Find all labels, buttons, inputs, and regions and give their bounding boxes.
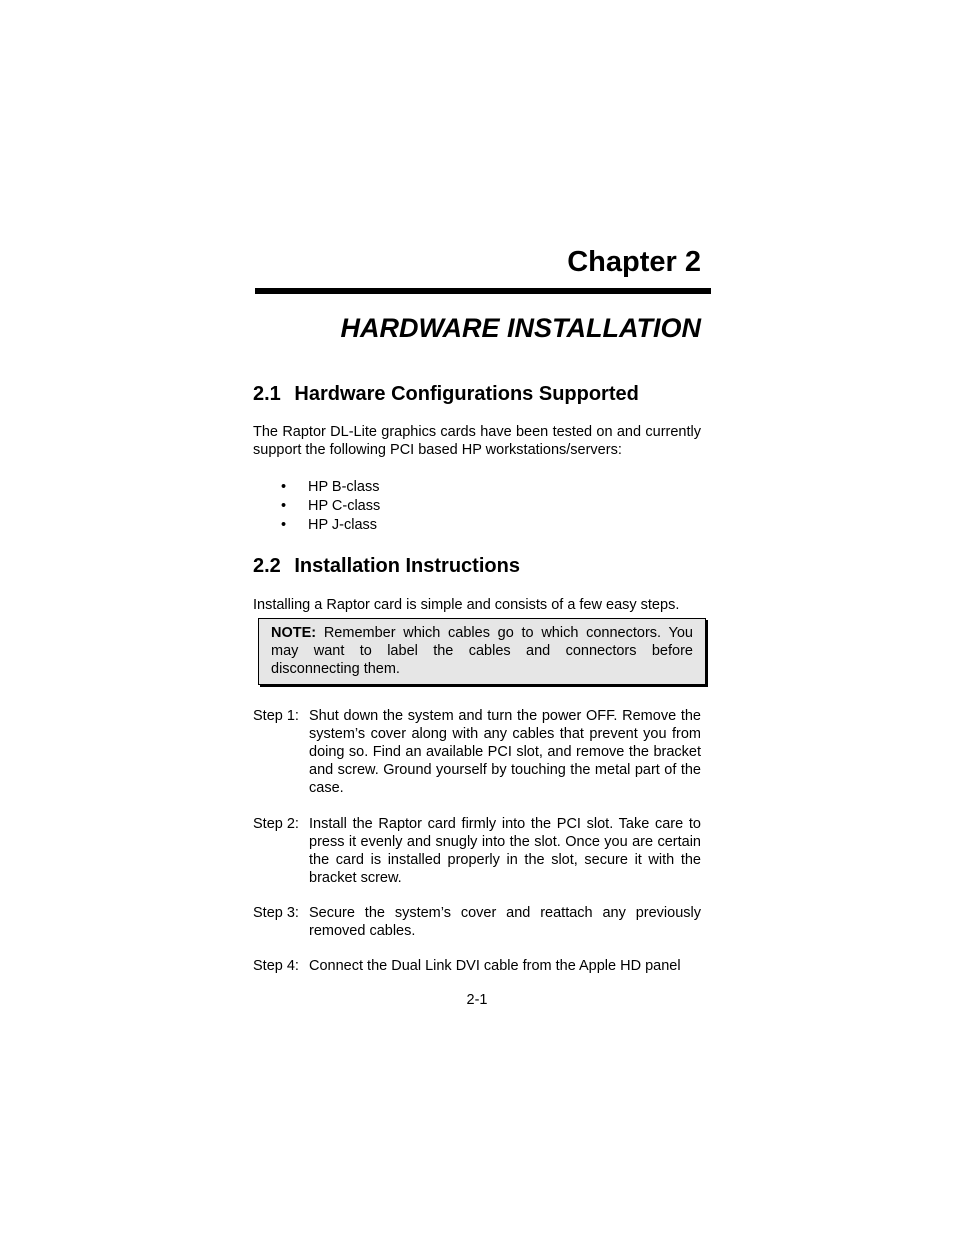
step-label: Step 4:	[253, 958, 299, 974]
section-title: Installation Instructions	[294, 555, 520, 577]
page-number: 2-1	[466, 992, 488, 1008]
section-number: 2.2	[253, 555, 281, 577]
step-4	[253, 957, 701, 975]
list-item-text: HP B-class	[308, 479, 380, 495]
section-heading-2-1	[253, 381, 639, 407]
bullet-icon: •	[281, 517, 287, 533]
bullet-icon: •	[281, 479, 287, 495]
section-heading-2-2	[253, 553, 520, 579]
step-text: Install the Raptor card firmly into the PCI slot. Take care to press it evenly and snugly into the slot. Once you are certain the card is installed properly in the slot, secure it with the bracket screw.	[309, 816, 701, 886]
note-label: NOTE:	[271, 625, 317, 641]
chapter-title: Chapter 2	[567, 246, 701, 278]
step-text: Connect the Dual Link DVI cable from the Apple HD panel	[309, 958, 681, 974]
chapter-divider	[255, 288, 711, 294]
section-title: Hardware Configurations Supported	[294, 383, 639, 405]
section-2-intro: Installing a Raptor card is simple and consists of a few easy steps.	[253, 597, 680, 613]
workstation-list	[253, 478, 380, 535]
step-label: Step 3:	[253, 905, 299, 921]
step-3	[253, 904, 701, 940]
step-1	[253, 707, 701, 797]
note-text: Remember which cables go to which connectors. You may want to label the cables and connectors before disconnecting them.	[271, 625, 693, 677]
step-2	[253, 815, 701, 887]
note-box	[258, 618, 706, 685]
bullet-icon: •	[281, 498, 287, 514]
list-item	[253, 516, 380, 535]
list-item-text: HP C-class	[308, 498, 381, 514]
step-text: Secure the system’s cover and reattach any previously removed cables.	[309, 905, 701, 939]
step-text: Shut down the system and turn the power OFF. Remove the system’s cover along with any cables that prevent you from doing so. Find an available PCI slot, and remove the bracket and screw. Ground yourself by touching the metal part of the case.	[309, 708, 701, 796]
step-label: Step 2:	[253, 816, 299, 832]
chapter-subtitle: HARDWARE INSTALLATION	[340, 313, 701, 343]
list-item-text: HP J-class	[308, 517, 378, 533]
list-item	[253, 497, 380, 516]
step-label: Step 1:	[253, 708, 299, 724]
section-1-paragraph: The Raptor DL-Lite graphics cards have been tested on and currently support the following PCI based HP workstations/servers:	[253, 424, 701, 458]
list-item	[253, 478, 380, 497]
section-number: 2.1	[253, 383, 281, 405]
